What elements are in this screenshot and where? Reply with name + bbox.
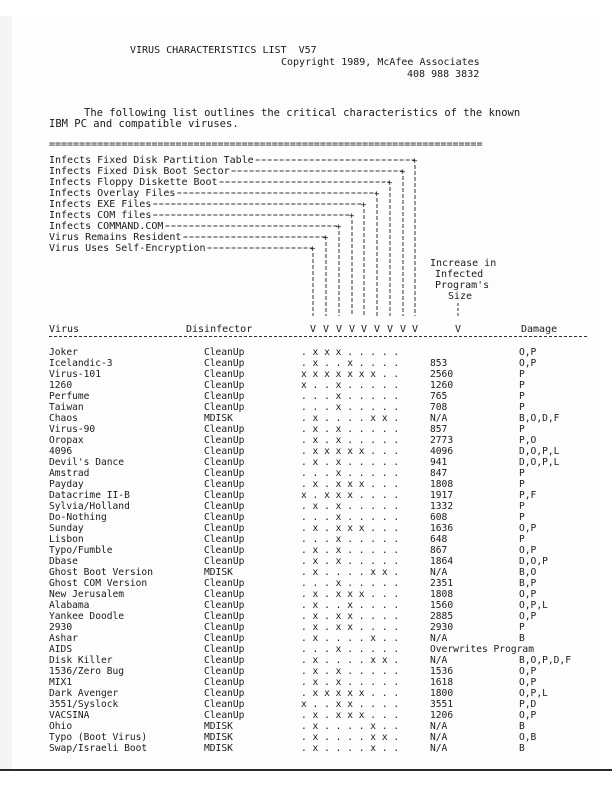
table-row	[49, 545, 589, 556]
flags-cell: . . . x . . . . .	[301, 468, 400, 479]
damage-cell: O,P	[519, 523, 537, 534]
increase-cell: 1808	[430, 589, 454, 600]
table-row	[49, 490, 589, 501]
disinfector-cell: MDISK	[204, 732, 233, 743]
increase-cell: 1636	[430, 523, 454, 534]
increase-cell: N/A	[430, 732, 448, 743]
damage-cell: P	[519, 391, 525, 402]
damage-cell: B	[519, 743, 525, 754]
disinfector-cell: MDISK	[204, 743, 233, 754]
disinfector-cell: CleanUp	[204, 435, 245, 446]
phone-number: 408 988 3832	[407, 69, 480, 80]
disinfector-cell: CleanUp	[204, 424, 245, 435]
increase-cell: 1206	[430, 710, 454, 721]
leader-junction: +	[412, 156, 418, 167]
damage-cell: O,B	[519, 732, 537, 743]
flags-cell: x x x x x x x . .	[301, 369, 400, 380]
flags-cell: . . . x . . . . .	[301, 534, 400, 545]
table-row	[49, 611, 589, 622]
virus-name: Payday	[49, 479, 84, 490]
damage-cell: O,P	[519, 347, 537, 358]
disinfector-cell: CleanUp	[204, 402, 245, 413]
flags-cell: . x . . x . . . .	[301, 358, 400, 369]
disinfector-cell: CleanUp	[204, 457, 245, 468]
disinfector-cell: CleanUp	[204, 380, 245, 391]
leader-junction: +	[374, 189, 380, 200]
document-title: VIRUS CHARACTERISTICS LIST V57	[130, 45, 317, 56]
increase-cell: N/A	[430, 655, 448, 666]
table-row	[49, 600, 589, 611]
damage-cell: D,O,P	[519, 556, 548, 567]
disinfector-cell: CleanUp	[204, 578, 245, 589]
increase-label-line: Size	[448, 291, 473, 302]
disinfector-cell: CleanUp	[204, 710, 245, 721]
disinfector-cell: CleanUp	[204, 446, 245, 457]
leader-junction: +	[336, 222, 342, 233]
document-page	[14, 18, 600, 768]
increase-cell: 765	[430, 391, 448, 402]
flags-cell: . x . . . . x x .	[301, 413, 400, 424]
disinfector-cell: CleanUp	[204, 666, 245, 677]
increase-cell: Overwrites Program	[430, 644, 534, 655]
characteristic-label: Infects Fixed Disk Boot Sector	[49, 166, 230, 177]
damage-cell: O,P,L	[519, 688, 548, 699]
table-row	[49, 369, 589, 380]
flags-cell: . x . x . . . . .	[301, 666, 400, 677]
virus-name: VACSINA	[49, 710, 90, 721]
flags-cell: . x x x x x . . .	[301, 446, 400, 457]
damage-cell: P,O	[519, 435, 537, 446]
disinfector-cell: CleanUp	[204, 347, 245, 358]
disinfector-cell: CleanUp	[204, 468, 245, 479]
intro-line-1: The following list outlines the critical characteristics of the known	[84, 107, 521, 119]
disinfector-cell: CleanUp	[204, 369, 245, 380]
flags-cell: . x . x x x . . .	[301, 479, 400, 490]
disinfector-cell: CleanUp	[204, 688, 245, 699]
virus-name: Yankee Doodle	[49, 611, 125, 622]
table-row	[49, 347, 589, 358]
table-row	[49, 655, 589, 666]
column-header-disinfector: Disinfector	[186, 324, 253, 335]
virus-name: Devil's Dance	[49, 457, 125, 468]
table-row	[49, 567, 589, 578]
scan-edge-left	[0, 0, 12, 792]
increase-label-line: Infected	[435, 269, 484, 280]
table-row	[49, 523, 589, 534]
virus-name: Virus-90	[49, 424, 96, 435]
damage-cell: O,P,L	[519, 600, 548, 611]
table-row	[49, 633, 589, 644]
table-row	[49, 380, 589, 391]
increase-cell: 1808	[430, 479, 454, 490]
damage-cell: B	[519, 633, 525, 644]
characteristic-label: Infects COM files	[49, 210, 152, 221]
table-row	[49, 578, 589, 589]
damage-cell: O,P	[519, 545, 537, 556]
disinfector-cell: CleanUp	[204, 501, 245, 512]
disinfector-cell: CleanUp	[204, 622, 245, 633]
damage-cell: B	[519, 721, 525, 732]
damage-cell: D,O,P,L	[519, 457, 560, 468]
increase-cell: 867	[430, 545, 448, 556]
damage-cell: O,P	[519, 666, 537, 677]
damage-cell: P	[519, 468, 525, 479]
flags-cell: . x . x . . . . .	[301, 677, 400, 688]
table-row	[49, 556, 589, 567]
flags-cell: x . x x x . . . .	[301, 490, 400, 501]
increase-cell: 853	[430, 358, 448, 369]
disinfector-cell: CleanUp	[204, 644, 245, 655]
column-header-virus: Virus	[49, 324, 80, 335]
increase-cell: 1260	[430, 380, 454, 391]
characteristic-column-marker: V	[323, 324, 330, 335]
flags-cell: . x . . . . x x .	[301, 732, 400, 743]
damage-cell: D,O,P,L	[519, 446, 560, 457]
damage-cell: B,O	[519, 567, 537, 578]
flags-cell: . x . x . . . . .	[301, 556, 400, 567]
damage-cell: P	[519, 534, 525, 545]
virus-name: Typo (Boot Virus)	[49, 732, 148, 743]
virus-name: 1260	[49, 380, 73, 391]
virus-name: MIX1	[49, 677, 73, 688]
table-row	[49, 622, 589, 633]
flags-cell: . x . x . . . . .	[301, 501, 400, 512]
increase-cell: 3551	[430, 699, 454, 710]
increase-cell: 1560	[430, 600, 454, 611]
characteristic-label: Infects EXE Files	[49, 199, 152, 210]
flags-cell: . x . x . . . . .	[301, 424, 400, 435]
damage-cell: O,P	[519, 677, 537, 688]
increase-cell: 648	[430, 534, 448, 545]
increase-cell: 1864	[430, 556, 454, 567]
increase-cell: 847	[430, 468, 448, 479]
table-row	[49, 534, 589, 545]
virus-name: Ohio	[49, 721, 73, 732]
flags-cell: . x . . . . x . .	[301, 721, 400, 732]
virus-name: Joker	[49, 347, 78, 358]
table-row	[49, 512, 589, 523]
flags-cell: x . . x x . . . .	[301, 699, 400, 710]
increase-cell: N/A	[430, 721, 448, 732]
table-row	[49, 402, 589, 413]
virus-name: Ghost Boot Version	[49, 567, 153, 578]
separator-rule: ========================================================================	[49, 139, 483, 150]
increase-cell: N/A	[430, 567, 448, 578]
virus-name: Amstrad	[49, 468, 90, 479]
leader-junction: +	[400, 167, 406, 178]
characteristic-label: Virus Uses Self-Encryption	[49, 243, 206, 254]
intro-line-2: IBM PC and compatible viruses.	[49, 118, 239, 130]
damage-cell: P,D	[519, 699, 537, 710]
damage-cell: P	[519, 380, 525, 391]
damage-cell: B,P	[519, 578, 537, 589]
flags-cell: . . . x . . . . .	[301, 578, 400, 589]
characteristic-label: Infects Overlay Files	[49, 188, 176, 199]
table-row	[49, 688, 589, 699]
scan-edge-bottom	[0, 769, 612, 794]
increase-cell: 4096	[430, 446, 454, 457]
table-row	[49, 358, 589, 369]
damage-cell: B,O,P,D,F	[519, 655, 571, 666]
virus-name: New Jerusalem	[49, 589, 125, 600]
flags-cell: . x . . . . x . .	[301, 633, 400, 644]
table-row	[49, 666, 589, 677]
characteristic-column-marker: V	[400, 324, 407, 335]
damage-cell: P	[519, 369, 525, 380]
flags-cell: . . . x . . . . .	[301, 644, 400, 655]
table-row	[49, 457, 589, 468]
disinfector-cell: CleanUp	[204, 479, 245, 490]
disinfector-cell: CleanUp	[204, 556, 245, 567]
flags-cell: . x . x x . . . .	[301, 622, 400, 633]
characteristic-column-marker: V	[336, 324, 343, 335]
characteristic-label: Infects Floppy Diskette Boot	[49, 177, 218, 188]
leader-junction: +	[361, 200, 367, 211]
damage-cell: P	[519, 402, 525, 413]
disinfector-cell: CleanUp	[204, 534, 245, 545]
flags-cell: . x . x x . . . .	[301, 611, 400, 622]
table-row	[49, 501, 589, 512]
virus-name: Typo/Fumble	[49, 545, 113, 556]
flags-cell: . x . x x x . . .	[301, 710, 400, 721]
virus-name: Dark Avenger	[49, 688, 119, 699]
disinfector-cell: MDISK	[204, 413, 233, 424]
characteristic-column-marker: V	[349, 324, 356, 335]
table-row	[49, 435, 589, 446]
disinfector-cell: CleanUp	[204, 490, 245, 501]
increase-label-line: Increase in	[430, 258, 497, 269]
virus-name: 4096	[49, 446, 73, 457]
virus-name: Do-Nothing	[49, 512, 107, 523]
flags-cell: . x x x . . . . .	[301, 347, 400, 358]
disinfector-cell: CleanUp	[204, 677, 245, 688]
table-row	[49, 732, 589, 743]
virus-name: Ghost COM Version	[49, 578, 148, 589]
characteristic-column-marker: V	[361, 324, 368, 335]
table-row	[49, 589, 589, 600]
increase-cell: 857	[430, 424, 448, 435]
increase-cell: 708	[430, 402, 448, 413]
damage-cell: O,P	[519, 611, 537, 622]
disinfector-cell: CleanUp	[204, 512, 245, 523]
virus-name: Disk Killer	[49, 655, 113, 666]
disinfector-cell: CleanUp	[204, 523, 245, 534]
table-row	[49, 699, 589, 710]
damage-cell: P	[519, 501, 525, 512]
disinfector-cell: CleanUp	[204, 589, 245, 600]
disinfector-cell: MDISK	[204, 567, 233, 578]
increase-cell: 1800	[430, 688, 454, 699]
disinfector-cell: CleanUp	[204, 633, 245, 644]
virus-name: Lisbon	[49, 534, 84, 545]
table-row	[49, 424, 589, 435]
increase-cell: 1536	[430, 666, 454, 677]
flags-cell: . x . x . . . . .	[301, 435, 400, 446]
leader-junction: +	[387, 178, 393, 189]
damage-cell: P,F	[519, 490, 537, 501]
virus-name: Icelandic-3	[49, 358, 113, 369]
table-row	[49, 644, 589, 655]
disinfector-cell: CleanUp	[204, 391, 245, 402]
disinfector-cell: CleanUp	[204, 600, 245, 611]
column-header-increase-marker: V	[455, 324, 462, 335]
characteristic-label: Virus Remains Resident	[49, 232, 182, 243]
leader-junction: +	[323, 233, 329, 244]
increase-cell: N/A	[430, 633, 448, 644]
virus-name: Perfume	[49, 391, 90, 402]
damage-cell: P	[519, 512, 525, 523]
increase-label-line: Program's	[435, 280, 490, 291]
virus-name: 1536/Zero Bug	[49, 666, 125, 677]
flags-cell: . x . x x x . . .	[301, 589, 400, 600]
disinfector-cell: MDISK	[204, 721, 233, 732]
flags-cell: . . . x . . . . .	[301, 391, 400, 402]
increase-cell: 2351	[430, 578, 454, 589]
virus-name: Taiwan	[49, 402, 84, 413]
damage-cell: O,P	[519, 358, 537, 369]
flags-cell: . x . x . . . . .	[301, 457, 400, 468]
increase-cell: 608	[430, 512, 448, 523]
table-row	[49, 413, 589, 424]
flags-cell: . x . x . . . . .	[301, 545, 400, 556]
disinfector-cell: CleanUp	[204, 545, 245, 556]
damage-cell: B,O,D,F	[519, 413, 560, 424]
increase-cell: 2930	[430, 622, 454, 633]
flags-cell: . x . x x x . . .	[301, 523, 400, 534]
copyright-line: Copyright 1989, McAfee Associates	[281, 57, 480, 68]
increase-cell: 941	[430, 457, 448, 468]
virus-name: Virus-101	[49, 369, 101, 380]
characteristic-label: Infects Fixed Disk Partition Table	[49, 155, 254, 166]
damage-cell: P	[519, 622, 525, 633]
damage-cell: P	[519, 479, 525, 490]
increase-cell: 2773	[430, 435, 454, 446]
virus-name: Chaos	[49, 413, 78, 424]
flags-cell: . . . x . . . . .	[301, 402, 400, 413]
virus-name: Datacrime II-B	[49, 490, 130, 501]
flags-cell: . . . x . . . . .	[301, 512, 400, 523]
flags-cell: . x . . . . x x .	[301, 567, 400, 578]
characteristic-column-marker: V	[412, 324, 419, 335]
flags-cell: . x . . . . x x .	[301, 655, 400, 666]
damage-cell: O,P	[519, 710, 537, 721]
characteristic-column-marker: V	[310, 324, 317, 335]
characteristic-column-marker: V	[374, 324, 381, 335]
table-row	[49, 468, 589, 479]
disinfector-cell: CleanUp	[204, 611, 245, 622]
flags-cell: . x . . x . . . .	[301, 600, 400, 611]
increase-cell: N/A	[430, 743, 448, 754]
header-divider	[49, 336, 587, 337]
table-row	[49, 710, 589, 721]
increase-cell: 1917	[430, 490, 454, 501]
increase-cell: 2885	[430, 611, 454, 622]
leader-junction: +	[349, 211, 355, 222]
damage-cell: P	[519, 424, 525, 435]
characteristic-label: Infects COMMAND.COM	[49, 221, 164, 232]
column-header-damage: Damage	[521, 324, 558, 335]
virus-name: Sunday	[49, 523, 84, 534]
disinfector-cell: CleanUp	[204, 358, 245, 369]
table-row	[49, 391, 589, 402]
virus-name: Swap/Israeli Boot	[49, 743, 148, 754]
table-row	[49, 446, 589, 457]
table-row	[49, 677, 589, 688]
disinfector-cell: CleanUp	[204, 699, 245, 710]
virus-name: Dbase	[49, 556, 78, 567]
virus-name: 2930	[49, 622, 73, 633]
increase-cell: 2560	[430, 369, 454, 380]
disinfector-cell: CleanUp	[204, 655, 245, 666]
virus-name: Sylvia/Holland	[49, 501, 130, 512]
increase-cell: 1332	[430, 501, 454, 512]
flags-cell: . x x x x x . . .	[301, 688, 400, 699]
flags-cell: x . . x . . . . .	[301, 380, 400, 391]
damage-cell: O,P	[519, 589, 537, 600]
increase-cell: 1618	[430, 677, 454, 688]
scan-edge-top	[0, 0, 612, 16]
leader-junction: +	[310, 244, 316, 255]
table-row	[49, 721, 589, 732]
characteristic-column-marker: V	[387, 324, 394, 335]
table-row	[49, 479, 589, 490]
table-row	[49, 743, 589, 754]
virus-name: Oropax	[49, 435, 84, 446]
virus-name: Alabama	[49, 600, 90, 611]
flags-cell: . x . . . . x . .	[301, 743, 400, 754]
increase-cell: N/A	[430, 413, 448, 424]
virus-name: 3551/Syslock	[49, 699, 119, 710]
virus-name: AIDS	[49, 644, 73, 655]
virus-name: Ashar	[49, 633, 78, 644]
